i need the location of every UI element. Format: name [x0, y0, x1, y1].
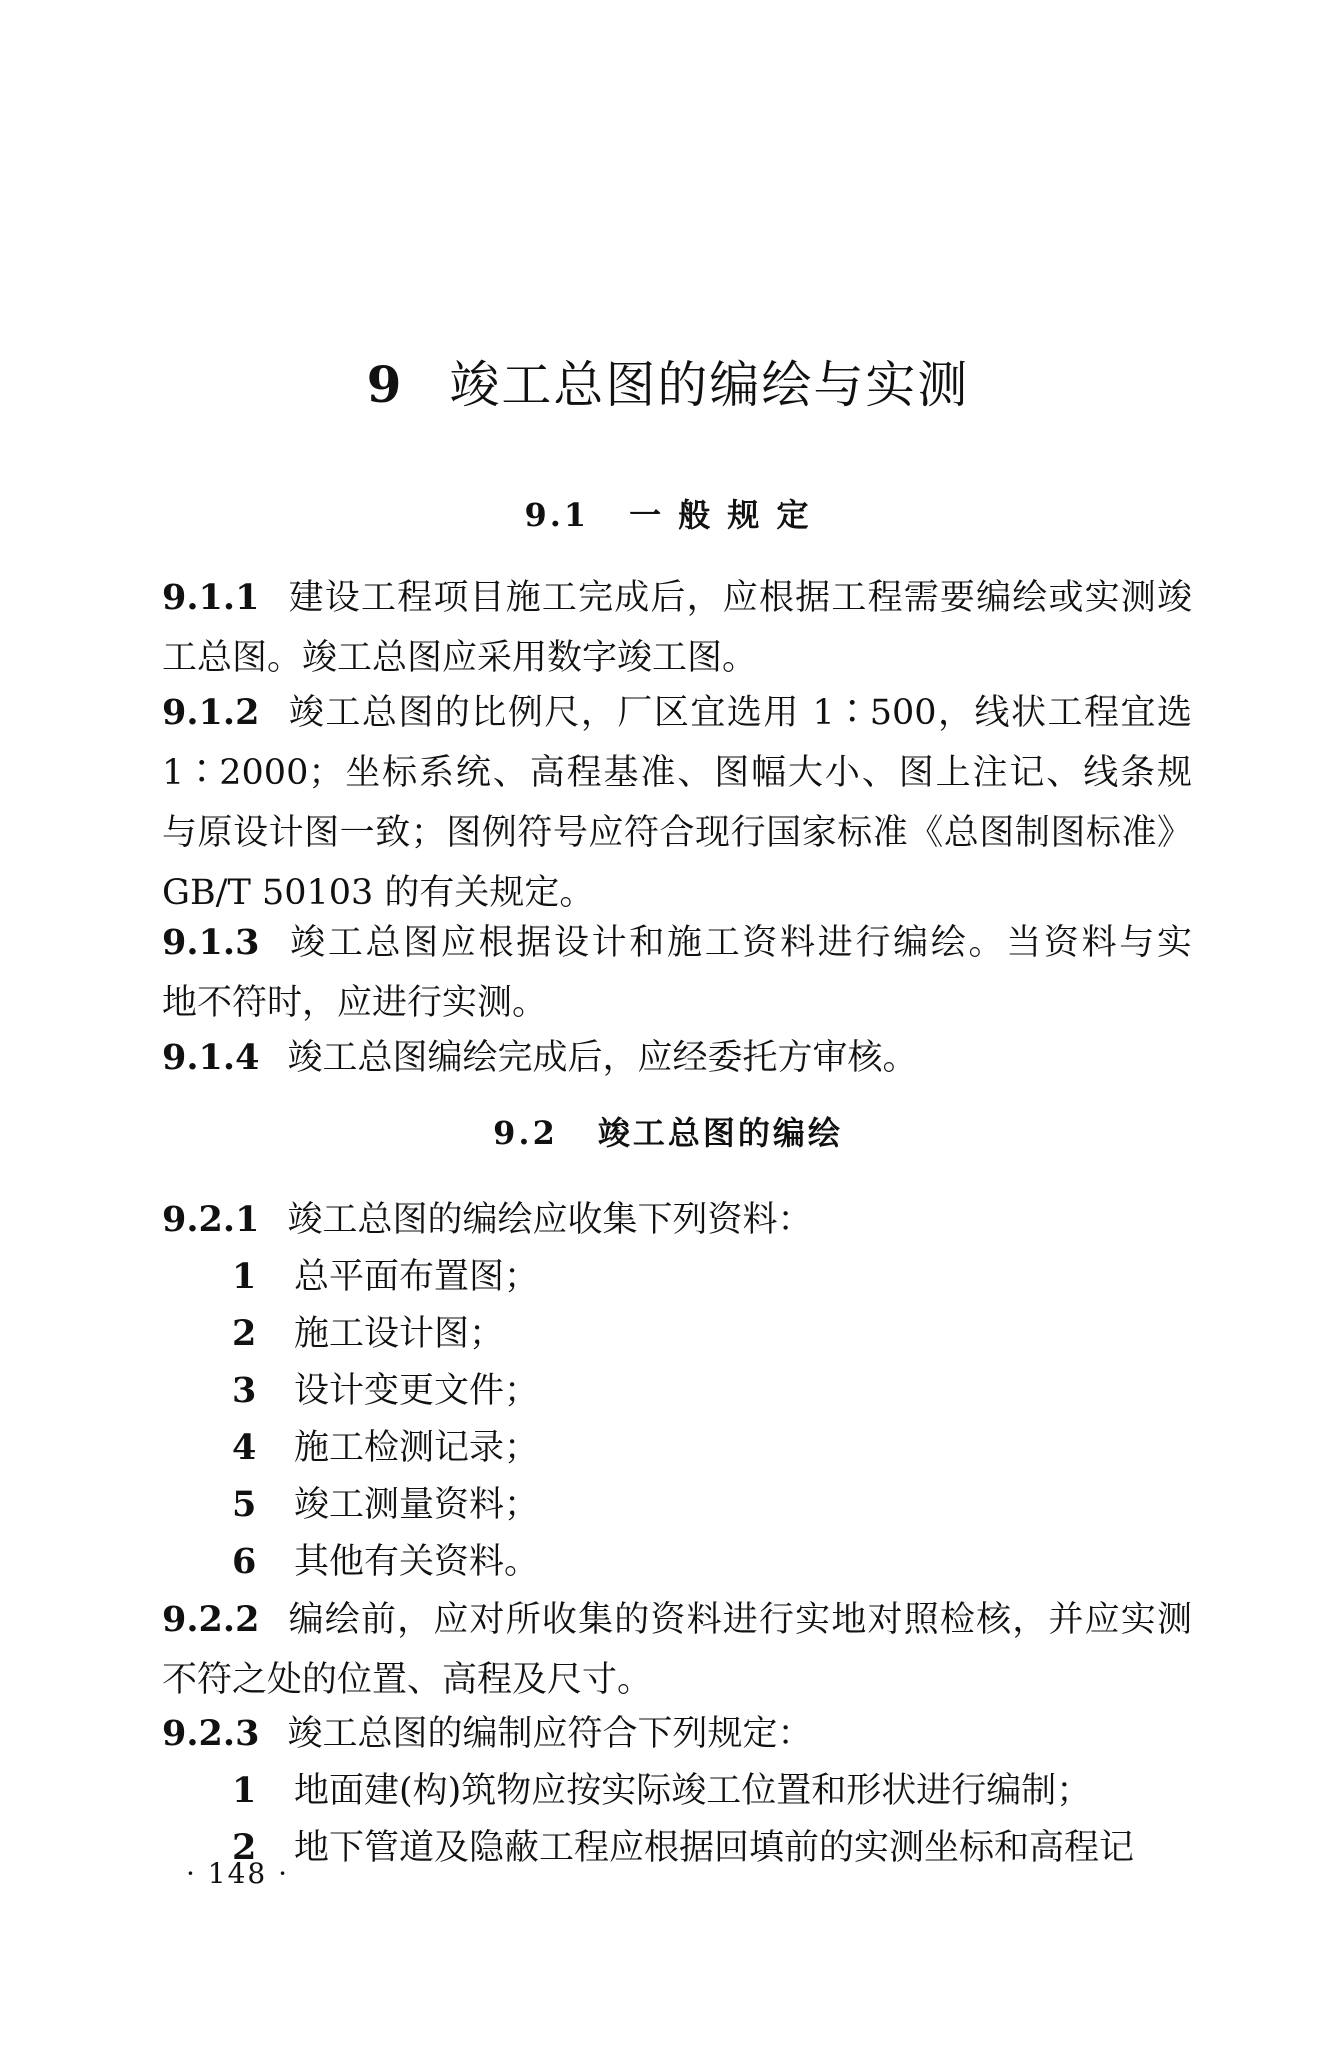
- list-item: [232, 1532, 539, 1592]
- item-text: 地下管道及隐蔽工程应根据回填前的实测坐标和高程记: [294, 1828, 1135, 1868]
- clause-9-2-3: [162, 1704, 1192, 1764]
- clause-line: [162, 1704, 1192, 1764]
- section-number: 9.1: [524, 496, 590, 534]
- item-text: 其他有关资料。: [294, 1542, 540, 1582]
- list-item: [232, 1818, 1134, 1878]
- clause-9-1-4: [162, 1028, 1192, 1088]
- list-item: [232, 1475, 539, 1535]
- item-number: 2: [232, 1313, 257, 1354]
- clause-text: 竣工总图应根据设计和施工资料进行编绘。当资料与实: [287, 923, 1192, 963]
- clause-line: [162, 1190, 1192, 1250]
- section-title-text: 竣工总图的编绘: [597, 1114, 843, 1152]
- clause-number: 9.2.1: [162, 1199, 260, 1240]
- clause-number: 9.1.4: [162, 1037, 260, 1078]
- clause-9-1-1: [162, 568, 1192, 688]
- clause-text: 建设工程项目施工完成后，应根据工程需要编绘或实测竣: [287, 578, 1192, 618]
- clause-number: 9.2.3: [162, 1713, 260, 1754]
- item-number: 6: [232, 1541, 257, 1582]
- section-title-text: 一 般 规 定: [629, 496, 812, 534]
- clause-number: 9.1.2: [162, 692, 260, 733]
- clause-9-1-3: [162, 913, 1192, 1033]
- clause-text: 竣工总图的编制应符合下列规定：: [287, 1714, 813, 1754]
- item-text: 地面建(构)筑物应按实际竣工位置和形状进行编制；: [294, 1771, 1092, 1811]
- clause-line: 与原设计图一致；图例符号应符合现行国家标准《总图制图标准》: [162, 813, 1192, 853]
- item-number: 1: [232, 1770, 257, 1811]
- chapter-title-text: 竣工总图的编绘与实测: [449, 356, 970, 414]
- clause-number: 9.2.2: [162, 1599, 260, 1640]
- item-number: 5: [232, 1484, 257, 1525]
- section-heading-9-1: [0, 490, 1336, 536]
- item-number: 4: [232, 1427, 257, 1468]
- item-text: 设计变更文件；: [294, 1371, 540, 1411]
- item-text: 总平面布置图；: [294, 1257, 540, 1297]
- list-item: [232, 1761, 1091, 1821]
- clause-number: 9.1.1: [162, 577, 260, 618]
- chapter-number: 9: [366, 355, 404, 414]
- clause-line: [162, 913, 1192, 973]
- item-text: 竣工测量资料；: [294, 1485, 540, 1525]
- item-text: 施工检测记录；: [294, 1428, 540, 1468]
- clause-line: [162, 683, 1192, 743]
- item-number: 1: [232, 1256, 257, 1297]
- clause-line: 不符之处的位置、高程及尺寸。: [162, 1660, 653, 1700]
- clause-line: 1∶2000；坐标系统、高程基准、图幅大小、图上注记、线条规: [162, 753, 1192, 793]
- item-text: 施工设计图；: [294, 1314, 505, 1354]
- clause-text: 竣工总图的编绘应收集下列资料：: [287, 1200, 813, 1240]
- clause-text: 竣工总图的比例尺，厂区宜选用 1∶500，线状工程宜选: [287, 693, 1192, 733]
- clause-text: 竣工总图编绘完成后，应经委托方审核。: [287, 1038, 918, 1078]
- clause-line: 工总图。竣工总图应采用数字竣工图。: [162, 638, 758, 678]
- clause-text: 编绘前，应对所收集的资料进行实地对照检核，并应实测: [287, 1600, 1192, 1640]
- clause-line: [162, 568, 1192, 628]
- clause-9-1-2: [162, 683, 1192, 923]
- list-item: [232, 1361, 539, 1421]
- page-number: · 148 ·: [186, 1857, 290, 1890]
- clause-9-2-2: [162, 1590, 1192, 1710]
- chapter-title: [0, 345, 1336, 417]
- section-heading-9-2: [0, 1108, 1336, 1154]
- clause-9-2-1: [162, 1190, 1192, 1250]
- section-number: 9.2: [493, 1114, 558, 1152]
- item-number: 2: [232, 1827, 257, 1868]
- list-item: [232, 1247, 539, 1307]
- item-number: 3: [232, 1370, 257, 1411]
- clause-line: GB/T 50103 的有关规定。: [162, 873, 595, 913]
- clause-number: 9.1.3: [162, 922, 260, 963]
- clause-line: [162, 1590, 1192, 1650]
- clause-line: [162, 1028, 1192, 1088]
- list-item: [232, 1418, 539, 1478]
- clause-line: 地不符时，应进行实测。: [162, 983, 548, 1023]
- list-item: [232, 1304, 504, 1364]
